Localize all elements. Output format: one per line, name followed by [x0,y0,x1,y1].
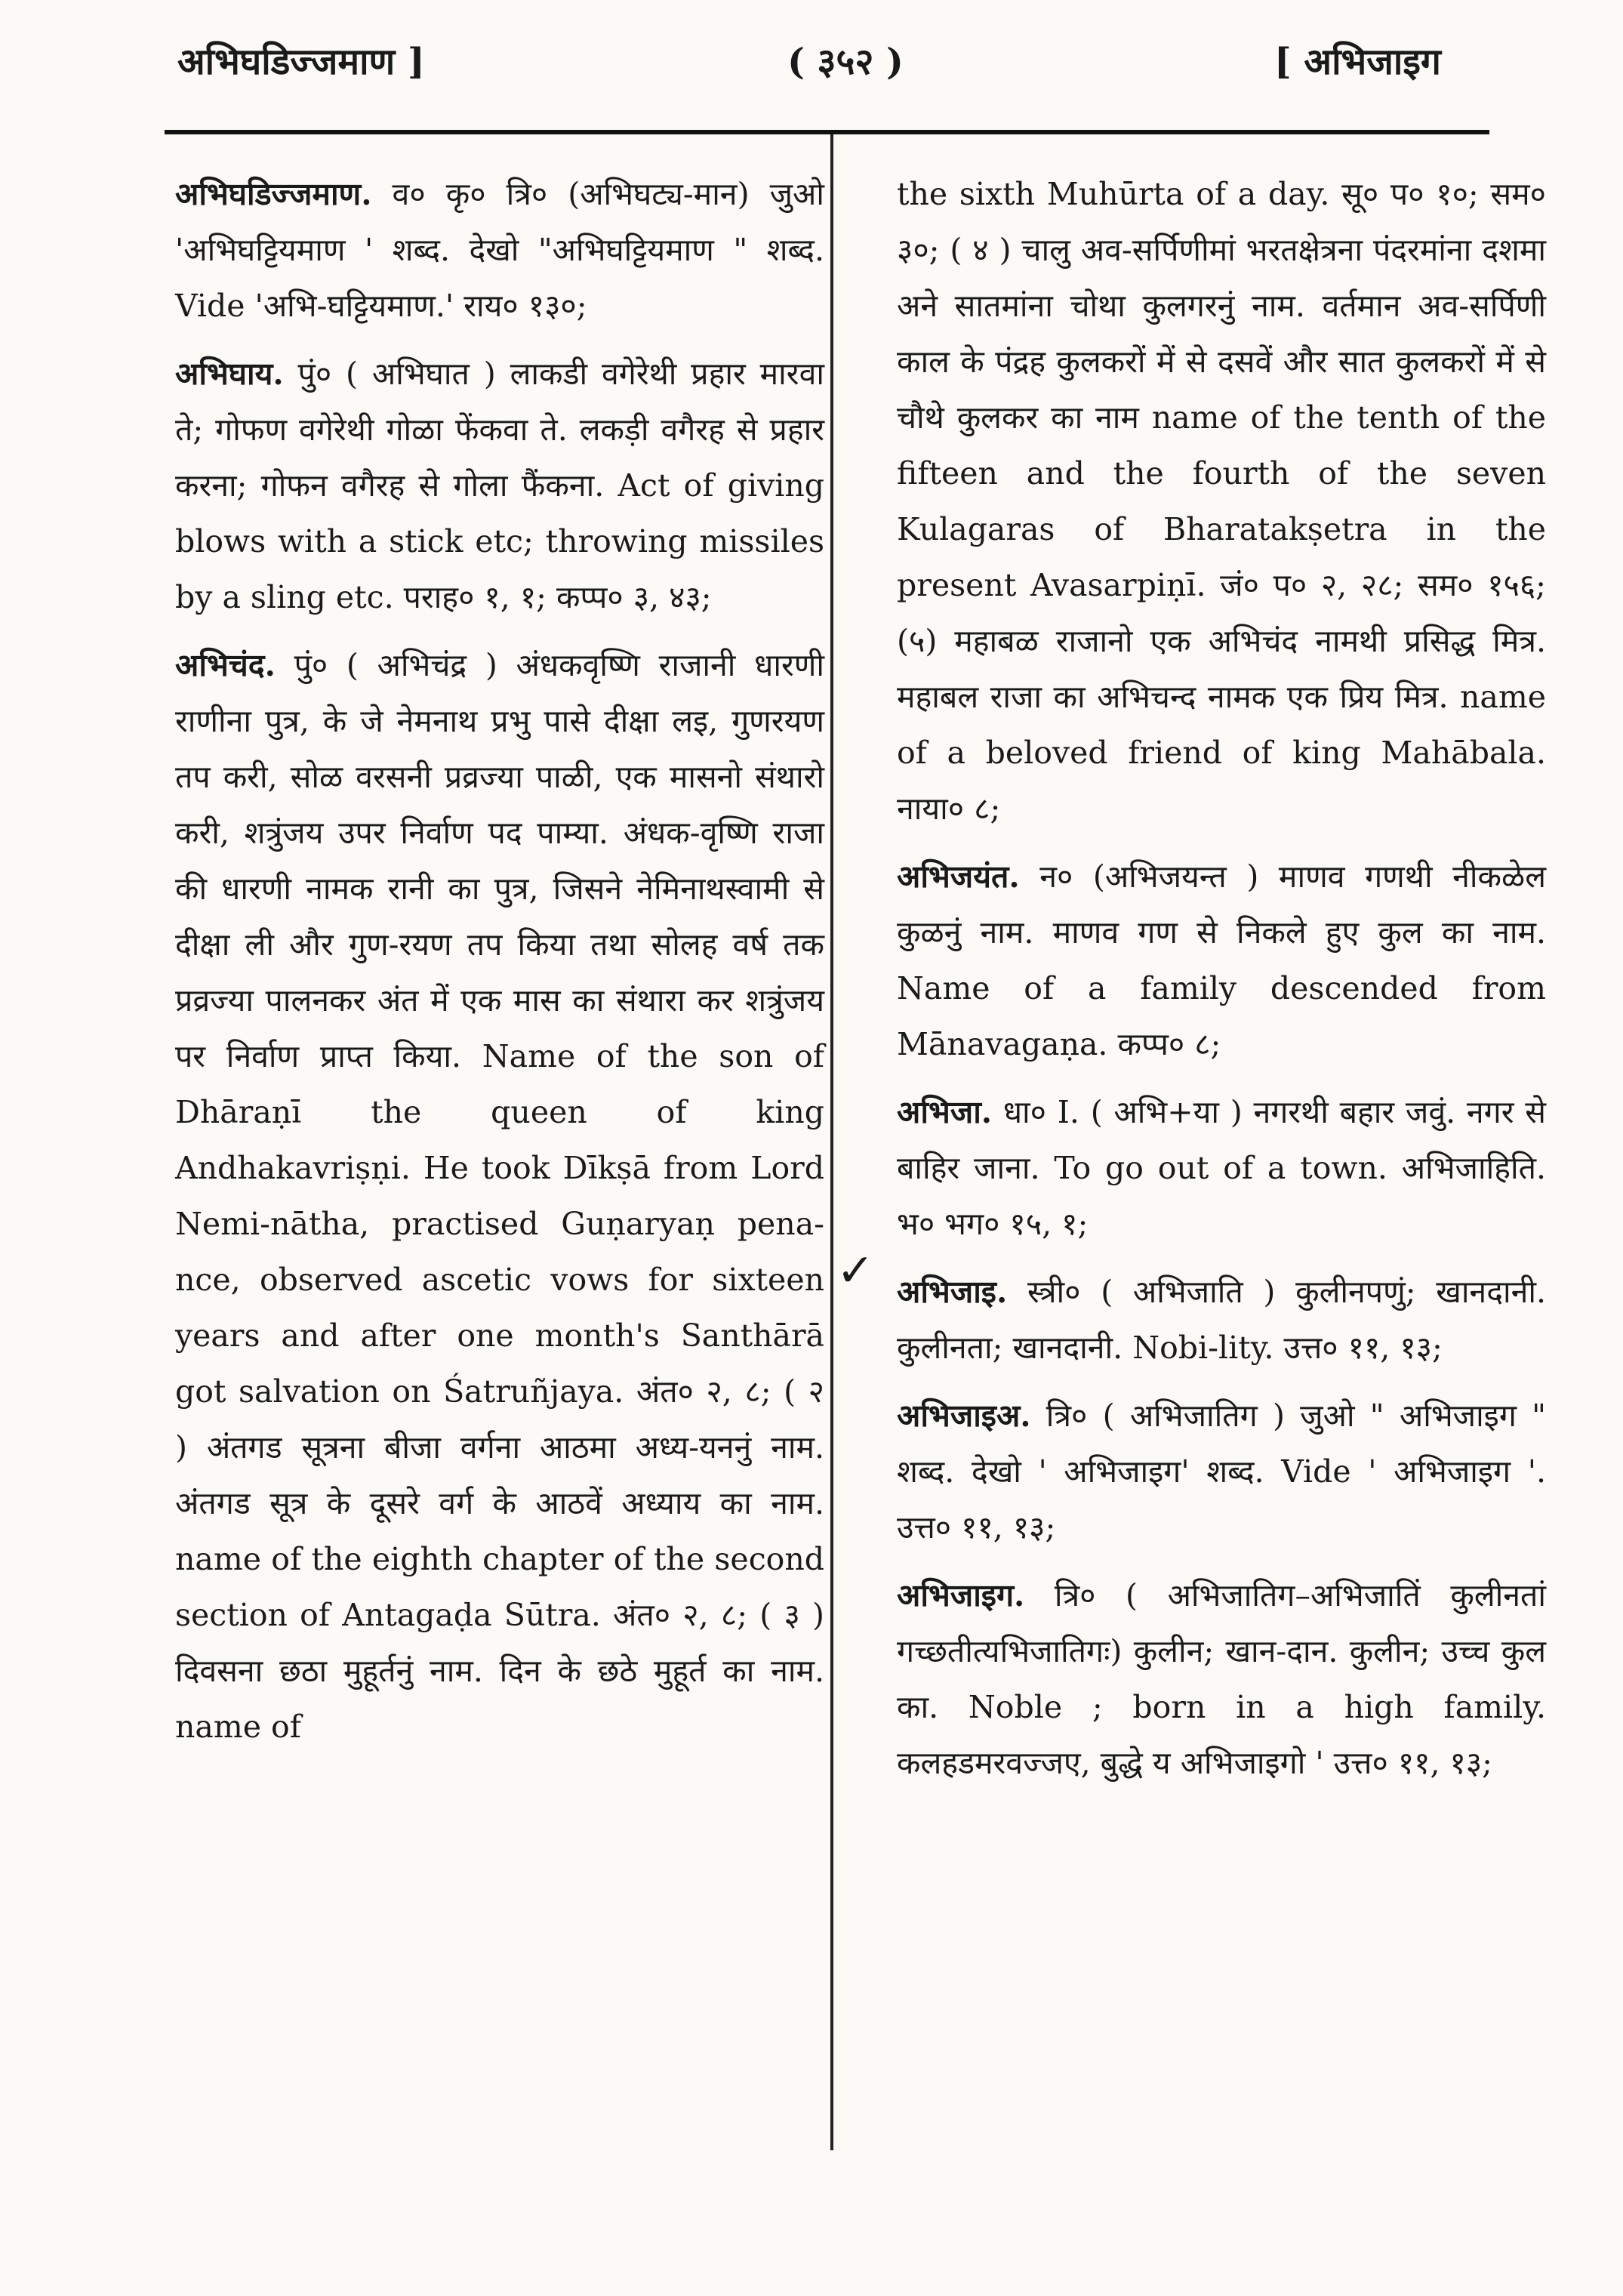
entry-body: धा० I. ( अभि+या ) नगरथी बहार जवुं. नगर से बाहिर जाना. To go out of a town. अभिजाहिति. भ० भग० १५, १; [897,1094,1546,1242]
dictionary-entry [897,849,1546,1072]
entry-body: त्रि० ( अभिजातिग ) जुओ " अभिजाइग " शब्द. देखो ' अभिजाइग' शब्द. Vide ' अभिजाइग '. उत्त० ११, १३; [897,1398,1546,1546]
right-column [897,166,1546,1803]
entry-headword: अभिचंद. [175,647,276,683]
entry-body: पुं० ( अभिघात ) लाकडी वगेरेथी प्रहार मारवा ते; गोफण वगेरेथी गोळा फेंकवा ते. लकड़ी वगैरह से प्रहार करना; गोफन वगैरह से गोला फैंकना. Act of giving blows with a stick etc; throwing missiles by a sling etc. पराह० १, १; कप्प० ३, ४३; [175,356,824,615]
entry-headword: अभिघाय. [175,356,284,392]
entry-headword: अभिजाइअ. [897,1398,1031,1434]
entry-body: त्रि० ( अभिजातिग–अभिजातिं कुलीनतां गच्छतीत्यभिजातिगः) कुलीन; खान-दान. कुलीन; उच्च कुल का. Noble ; born in a high family. कलहडमरवज्जए, बुद्धे य अभिजाइगो ' उत्त० ११, १३; [897,1577,1546,1781]
running-head-left: अभिघडिज्जमाण ] [177,41,425,83]
entry-body: स्त्री० ( अभिजाति ) कुलीनपणुं; खानदानी. कुलीनता; खानदानी. Nobi-lity. उत्त० ११, १३; [897,1274,1546,1366]
left-column [175,166,824,1767]
dictionary-entry [897,1388,1546,1555]
entry-continuation: the sixth Muhūrta of a day. सू० प० १०; सम० ३०; ( ४ ) चालु अव-सर्पिणीमां भरतक्षेत्रना पंदरमांना दशमा अने सातमांना चोथा कुलगरनुं नाम. वर्तमान अव-सर्पिणी काल के पंद्रह कुलकरों में से दसवें और सात कुलकरों में से चौथे कुलकर का नाम name of the tenth of the fifteen and the fourth of the seven Kulagaras of Bharatakṣetra in the present Avasarpiṇī. जं० प० २, २८; सम० १५६; (५) महाबळ राजानो एक अभिचंद नामथी प्रसिद्ध मित्र. महाबल राजा का अभिचन्द नामक एक प्रिय मित्र. name of a beloved friend of king Mahābala. नाया० ८; [897,176,1546,827]
page-number: ( ३५२ ) [787,41,904,83]
entry-headword: अभिघडिज्जमाण. [175,176,372,212]
entry-headword: अभिजाइग. [897,1577,1025,1613]
running-head-right: [ अभिजाइग [1274,41,1441,83]
column-divider [830,134,833,2150]
dictionary-entry [175,166,824,334]
entry-headword: अभिजयंत. [897,858,1020,895]
dictionary-entry [897,1264,1546,1376]
entry-body: व० कृ० त्रि० (अभिघट्य-मान) जुओ 'अभिघट्टियमाण ' शब्द. देखो "अभिघट्टियमाण " शब्द. Vide 'अभि-घट्टियमाण.' राय० १३०; [175,176,824,324]
dictionary-entry [897,1567,1546,1791]
header-rule [165,130,1489,134]
entry-body: न० (अभिजयन्त ) माणव गणथी नीकळेल कुळनुं नाम. माणव गण से निकले हुए कुल का नाम. Name of a family descended from Mānavagaṇa. कप्प० ८; [897,858,1546,1062]
entry-headword: अभिजा. [897,1094,993,1130]
entry-headword: अभिजाइ. [897,1274,1008,1310]
dictionary-entry [175,637,824,1755]
dictionary-entry [175,346,824,625]
entry-body: पुं० ( अभिचंद्र ) अंधकवृष्णि राजानी धारणी राणीना पुत्र, के जे नेमनाथ प्रभु पासे दीक्षा लइ, गुणरयण तप करी, सोळ वरसनी प्रव्रज्या पाळी, एक मासनो संथारो करी, शत्रुंजय उपर निर्वाण पद पाम्या. अंधक-वृष्णि राजा की धारणी नामक रानी का पुत्र, जिसने नेमिनाथस्वामी से दीक्षा ली और गुण-रयण तप किया तथा सोलह वर्ष तक प्रव्रज्या पालनकर अंत में एक मास का संथारा कर शत्रुंजय पर निर्वाण प्राप्त किया. Name of the son of Dhāraṇī the queen of king Andhakavriṣṇi. He took Dīkṣā from Lord Nemi-nātha, practised Guṇaryaṇ pena-nce, observed ascetic vows for sixteen years and after one month's Santhārā got salvation on Śatruñjaya. अंत० २, ८; ( २ ) अंतगड सूत्रना बीजा वर्गना आठमा अध्य-यननुं नाम. अंतगड सूत्र के दूसरे वर्ग के आठवें अध्याय का नाम. name of the eighth chapter of the second section of Antagaḍa Sūtra. अंत० २, ८; ( ३ ) दिवसना छठा मुहूर्तनुं नाम. दिन के छठे मुहूर्त का नाम. name of [175,647,824,1745]
dictionary-entry [897,1084,1546,1252]
check-mark-icon: ✓ [836,1244,875,1297]
